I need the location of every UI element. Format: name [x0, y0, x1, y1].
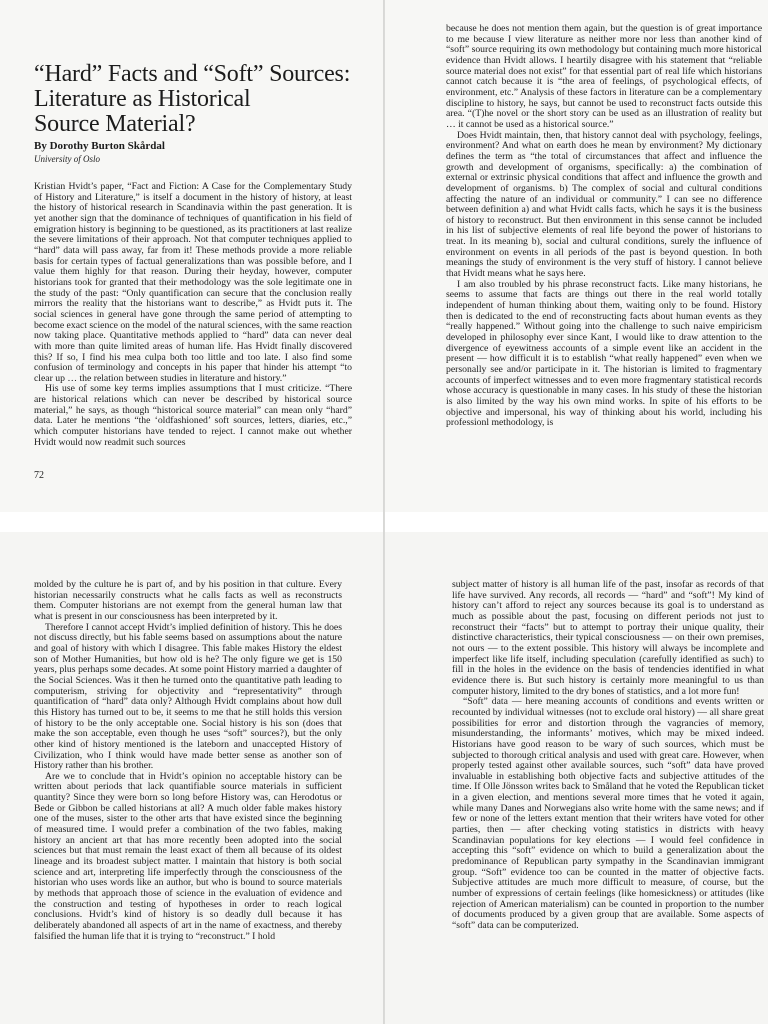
paragraph: molded by the culture he is part of, and by his position in that culture. Every historian necessarily constructs what he calls facts as well as reconstructs them. Computer historians are not exempt from the general human law that what is present in our consciousness has been interpreted by it.	[34, 579, 342, 622]
page-number: 72	[34, 470, 44, 481]
paragraph: subject matter of history is all human life of the past, insofar as records of that life have survived. Any records, all records — “hard” and “soft”! My kind of history can’t afford to reject any sources because its goal is to understand as much as possible about the past, focusing on different periods not just to reconstruct their “facts” but to attempt to portray their unique quality, their distinctive characteristics, their typical consciousness — on their own premises, not ours — to the extent possible. This history will always be incomplete and imperfect like life itself, including speculation (carefully identified as such) to fill in the holes in the evidence on the basis of tendencies identified in what evidence there is. But such history is certainly more meaningful to us than computer history, limited to the dry bones of statistics, and a lot more fun!	[452, 579, 764, 697]
title-line: Literature as Historical	[34, 86, 251, 112]
body-column	[446, 24, 762, 429]
page-spread-74-75	[0, 512, 768, 1024]
article-title	[34, 62, 354, 137]
body-column	[34, 182, 352, 448]
body-column	[452, 580, 764, 932]
book-gutter	[383, 0, 385, 512]
paragraph: Are we to conclude that in Hvidt’s opinion no acceptable history can be written about periods that lack quantifiable source materials in sufficient quantity? Since they were born so long before History was, can Herodotus or Bede or Gibbon be called historians at all? A much older fable makes history one of the muses, sister to the other arts that have existed since the beginning of measured time. I would prefer a combination of the two fables, making history an ancient art that has more recently been adopted into the social sciences but that must remain the least exact of them all because of its oldest lineage and its broadest subject matter. I maintain that history is both social science and art, interpreting life imperfectly through the consciousness of the historian who uses words like an author, but who is bound to source materials by methods that approach those of science in the evaluation of evidence and the construction and testing of hypotheses in order to reach logical conclusions. Hvidt’s kind of history is so deadly dull because it has deliberately abandoned all aspects of art in the name of exactness, and thereby falsified the human life that it is trying to “reconstruct.” I hold	[34, 770, 342, 942]
paragraph: His use of some key terms implies assumptions that I must criticize. “There are historical relations which can never be described by historical source material,” he says, as though “historical source material” can mean only “hard” data. Later he mentions “the ‘oldfashioned’ soft sources, letters, diaries, etc.,” which computer historians have tended to reject. I cannot make out whether Hvidt would now readmit such sources	[34, 383, 352, 448]
title-line: Source Material?	[34, 111, 196, 137]
paragraph: “Soft” data — here meaning accounts of conditions and events written or recounted by individual witnesses (not to exclude oral history) — all share great possibilities for error and distortion through the vagrancies of memory, misunderstanding, the informants’ motives, which may be mixed indeed. Historians have good reason to be wary of such sources, which must be subjected to thorough critical analysis and used with great care. However, when properly tested against other available sources, such “soft” data have proved invaluable in establishing both objective facts and subjective attitudes of the time. If Olle Jönsson writes back to Småland that he voted the Republican ticket in a given election, and mentions several more times that he voted it again, while many Danes and Norwegians also write home with the same news; and if few or none of the letters extant mention that their writers have voted for other parties, then — after checking voting statistics in districts with heavy Scandinavian populations for key elections — I would feel confidence in accepting this “soft” evidence on which to build a generalization about the predominance of Republican party sympathy in the Scandinavian immigrant group. “Soft” evidence too can be counted in the matter of objective facts. Subjective attitudes are much more difficult to measure, of course, but the number of expressions of certain feelings (like homesickness) or attitudes (like rejection of American materialism) can be counted in proportion to the number of documents produced by a given group that are available. Some aspects of “soft” data can be computerized.	[452, 696, 764, 931]
paragraph: because he does not mention them again, but the question is of great importance to me because I view literature as neither more nor less than another kind of “soft” source requiring its own methodology but containing much more historical evidence than Hvidt allows. I heartily disagree with his statement that “reliable source material does not exist” for that essential part of real life which historians cannot catch because it is “the area of feelings, of psychological effects, of environment, etc.” Analysis of these factors in literature can be a complementary discipline to history, he says, but cannot be used to reconstruct facts outside this area. “(T)he novel or the short story can be used as an illustration of reality but … it cannot be used as a historical source.”	[446, 23, 762, 130]
author-byline: By Dorothy Burton Skårdal	[34, 140, 165, 152]
paragraph: Kristian Hvidt’s paper, “Fact and Fiction: A Case for the Complementary Study of History and Literature,” is itself a document in the history of history, at least the history of historical research in Scandinavia within the past generation. It is yet another sign that the dominance of techniques of quantification in his field of emigration history is beginning to be questioned, as its practitioners at last realize the severe limitations of their approach. Not that computer techniques applied to “hard” data will pass away, far from it! These methods provide a more reliable basis for certain types of factual generalizations than was possible before, and I value them highly for that reason. During their heyday, however, computer historians took for granted that their methodology was the sole legitimate one in the study of the past: “Only quantification can secure that the conclusion really mirrors the reality that the historians want to describe,” as Hvidt puts it. The social sciences in general have gone through the same period of attempting to become exact science on the model of the natural sciences, with the same reaction now taking place. Quantitative methods applied to “hard” data can never deal with more than quite limited areas of human life. Has Hvidt finally discovered this? If so, I find his mea culpa both too little and too late. I also find some confusion of terminology and concepts in his paper that hinder his attempt “to clear up … the relation between studies in literature and history.”	[34, 181, 352, 384]
paragraph: Does Hvidt maintain, then, that history cannot deal with psychology, feelings, environment? And what on earth does he mean by environment? My dictionary defines the term as “the total of circumstances that affect and influence the growth and development of organisms, specifically: a) the combination of external or extrinsic physical conditions that affect and influence the growth and development of organisms. b) The complex of social and cultural conditions affecting the nature of an individual or community.” I can see no difference between definition a) and what Hvidt calls facts, which he says it is the business of history to reconstruct. But then environment in this sense cannot be included in his list of subjective elements of real life beyond the power of historians to treat. In its meaning b), social and cultural conditions, surely the influence of environment on events in all periods of the past is beyond question. In both meanings the study of environment is the very stuff of history. I cannot believe that Hvidt means what he says here.	[446, 129, 762, 280]
paragraph: Therefore I cannot accept Hvidt’s implied definition of history. This he does not discuss directly, but his fable seems based on assumptions about the nature and goal of history with which I disagree. This fable makes History the eldest son of Mother Humanities, but how old is he? The only figure we get is 150 years, plus perhaps some decades. At some point History married a daughter of the Social Sciences. Was it then he turned onto the quantitative path leading to computerism, striving for objectivity and “representativity” through quantification of “hard” data only? Although Hvidt complains about how dull this History has turned out to be, it seems to me that he still holds this version of history to be the only acceptable one. Social history is his son (does that make the son acceptable, even though he uses “soft” sources?), but the only other kind of history mentioned is the lateborn and unaccepted History of Civilization, who I think would have made better sense as another son of History rather than his brother.	[34, 621, 342, 772]
author-affiliation: University of Oslo	[34, 154, 100, 164]
title-line: “Hard” Facts and “Soft” Sources:	[34, 61, 351, 87]
body-column	[34, 580, 342, 942]
paragraph: I am also troubled by his phrase reconstruct facts. Like many historians, he seems to assume that facts are things out there in the real world totally independent of human thinking about them, waiting only to be found. History then is dedicated to the end of reconstructing facts about human events as they “really happened.” Without going into the challenge to such naive empiricism developed in philosophy ever since Kant, I would like to draw attention to the divergence of eyewitness accounts of a simple event like an accident in the present — how difficult it is to establish “what really happened” even when we personally see and/or participate in it. The historian is limited to fragmentary accounts of imperfect witnesses and to even more fragmentary statistical records whose accuracy is questionable in many cases. In his study of these the historian is also limited by the way his own mind works. In spite of his efforts to be objective and impersonal, his way of thinking about his world, including his professionl methodology, is	[446, 278, 762, 429]
book-gutter	[383, 512, 385, 1024]
